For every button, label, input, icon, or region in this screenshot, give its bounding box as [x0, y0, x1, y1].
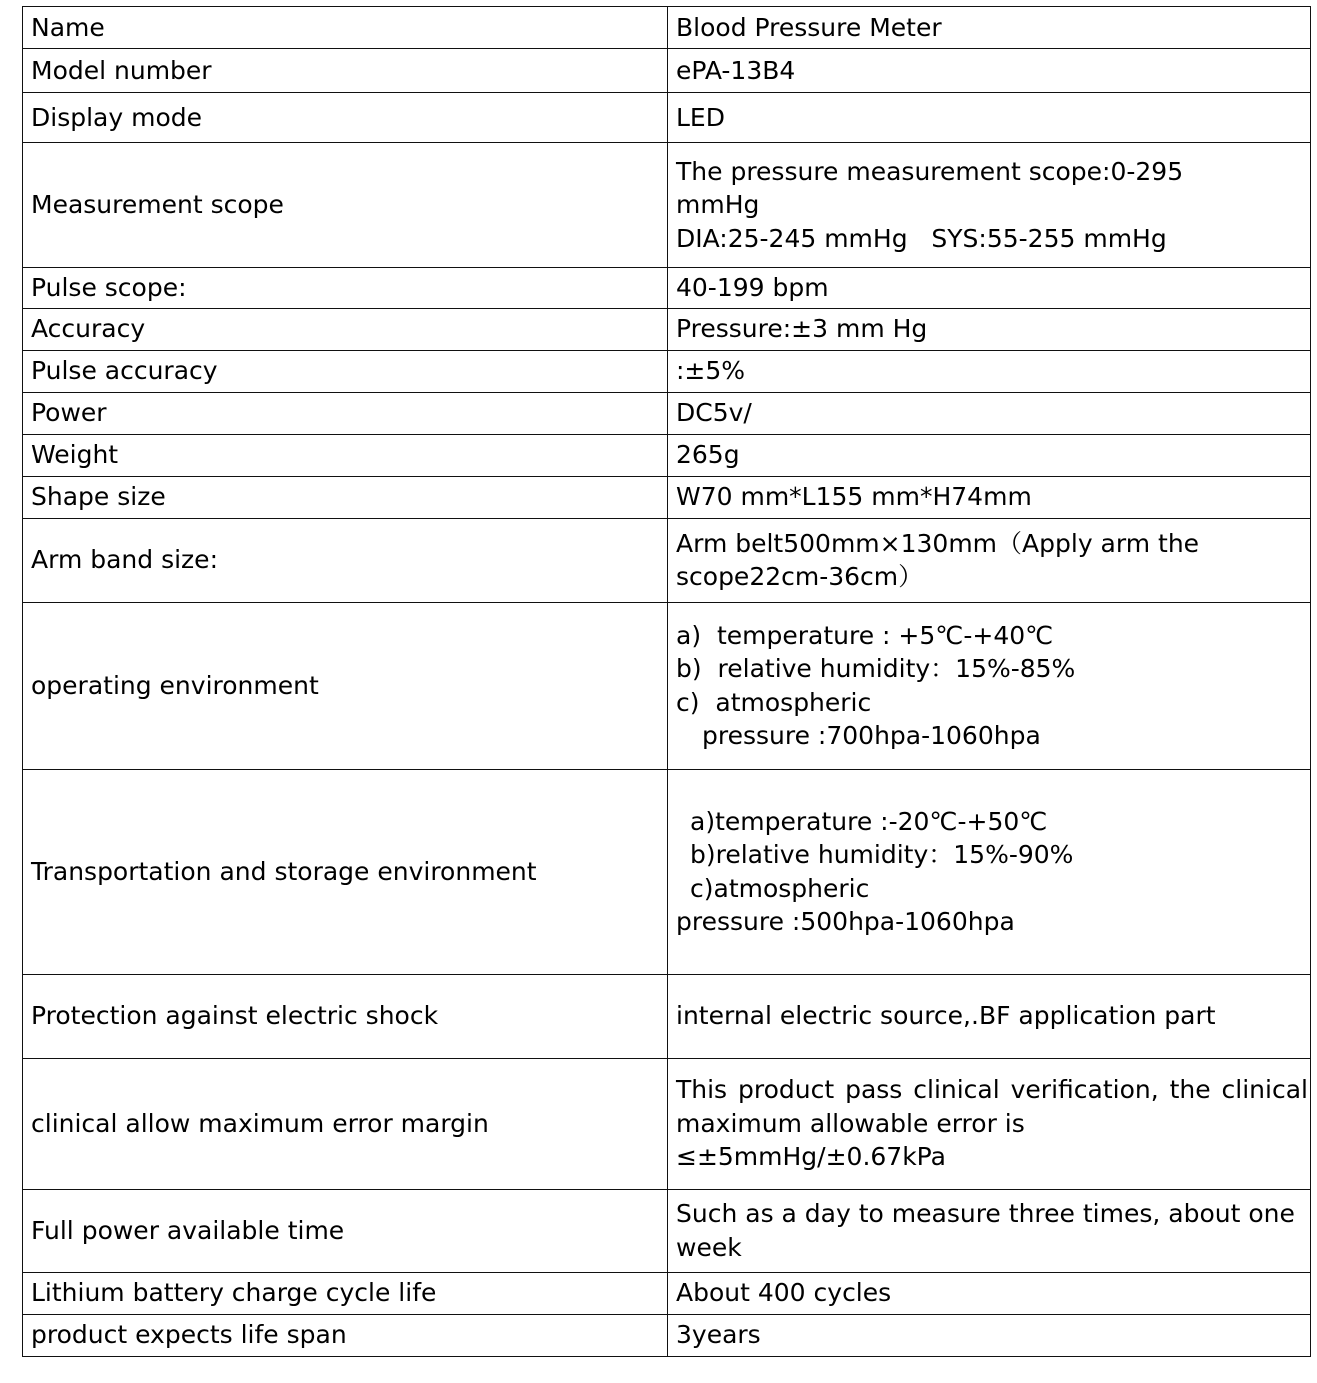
row-value-name: Blood Pressure Meter: [668, 7, 1311, 49]
row-value-display-mode: LED: [668, 93, 1311, 143]
row-value-pulse-accuracy: :±5%: [668, 350, 1311, 392]
row-value-pulse-scope: 40-199 bpm: [668, 268, 1311, 309]
table-row: [23, 1058, 1311, 1189]
row-label-power: Power: [23, 392, 668, 434]
table-row: [23, 7, 1311, 49]
row-label-product-life-span: product expects life span: [23, 1314, 668, 1356]
table-row: [23, 769, 1311, 974]
row-label-display-mode: Display mode: [23, 93, 668, 143]
table-row: [23, 1314, 1311, 1356]
specification-table-body: [23, 7, 1311, 1357]
row-label-measurement-scope: Measurement scope: [23, 143, 668, 268]
row-label-lithium-battery-cycle-life: Lithium battery charge cycle life: [23, 1272, 668, 1314]
row-value-power: DC5v/: [668, 392, 1311, 434]
row-value-clinical-error-margin: [668, 1058, 1311, 1189]
measurement-scope-line-3: DIA:25-245 mmHg SYS:55-255 mmHg: [676, 223, 1167, 253]
clinical-error-margin-text: This product pass clinical verification, the clinical maximum allowable error is: [676, 1075, 1308, 1138]
row-value-measurement-scope: [668, 143, 1311, 268]
row-value-transport-storage-environment: [668, 769, 1311, 974]
table-row: [23, 1272, 1311, 1314]
operating-environment-line-a: a) temperature : +5℃-+40℃: [676, 620, 1054, 650]
row-label-transport-storage-environment: Transportation and storage environment: [23, 769, 668, 974]
table-row: [23, 268, 1311, 309]
row-label-protection-electric-shock: Protection against electric shock: [23, 974, 668, 1058]
row-label-model-number: Model number: [23, 49, 668, 93]
table-row: [23, 392, 1311, 434]
operating-environment-line-c: c) atmospheric: [676, 687, 872, 717]
row-label-full-power-available-time: Full power available time: [23, 1189, 668, 1272]
table-row: [23, 93, 1311, 143]
row-value-operating-environment: [668, 602, 1311, 769]
transport-environment-line-a: a)temperature :-20℃-+50℃: [690, 806, 1048, 836]
table-row: [23, 308, 1311, 350]
transport-environment-line-pressure: pressure :500hpa-1060hpa: [676, 907, 1015, 936]
row-value-product-life-span: 3years: [668, 1314, 1311, 1356]
row-value-lithium-battery-cycle-life: About 400 cycles: [668, 1272, 1311, 1314]
transport-environment-line-c: c)atmospheric: [690, 873, 870, 903]
row-label-name: Name: [23, 7, 668, 49]
row-value-arm-band-size: [668, 518, 1311, 602]
table-row: [23, 350, 1311, 392]
row-label-operating-environment: operating environment: [23, 602, 668, 769]
row-label-pulse-scope: Pulse scope:: [23, 268, 668, 309]
measurement-scope-line-1: The pressure measurement scope:0-295: [676, 156, 1184, 186]
table-row: [23, 974, 1311, 1058]
table-row: [23, 602, 1311, 769]
row-label-clinical-error-margin: clinical allow maximum error margin: [23, 1058, 668, 1189]
operating-environment-line-b: b) relative humidity：15%-85%: [676, 654, 1076, 683]
row-value-weight: 265g: [668, 434, 1311, 476]
table-row: [23, 518, 1311, 602]
arm-band-line-2: scope22cm-36cm）: [676, 562, 924, 591]
row-value-shape-size: W70 mm*L155 mm*H74mm: [668, 476, 1311, 518]
row-label-shape-size: Shape size: [23, 476, 668, 518]
row-label-weight: Weight: [23, 434, 668, 476]
row-label-accuracy: Accuracy: [23, 308, 668, 350]
measurement-scope-line-2: mmHg: [676, 190, 760, 220]
row-label-arm-band-size: Arm band size:: [23, 518, 668, 602]
row-value-accuracy: Pressure:±3 mm Hg: [668, 308, 1311, 350]
specification-table: [22, 6, 1311, 1357]
transport-environment-line-b: b)relative humidity：15%-90%: [690, 840, 1074, 869]
operating-environment-line-pressure: pressure :700hpa-1060hpa: [702, 721, 1041, 750]
row-value-model-number: ePA-13B4: [668, 49, 1311, 93]
row-label-pulse-accuracy: Pulse accuracy: [23, 350, 668, 392]
row-value-protection-electric-shock: internal electric source,.BF application part: [668, 974, 1311, 1058]
table-row: [23, 1189, 1311, 1272]
table-row: [23, 434, 1311, 476]
row-value-full-power-available-time: Such as a day to measure three times, about one week: [668, 1189, 1311, 1272]
table-row: [23, 143, 1311, 268]
table-row: [23, 49, 1311, 93]
table-row: [23, 476, 1311, 518]
clinical-error-margin-tolerance: ≤±5mmHg/±0.67kPa: [676, 1142, 946, 1172]
arm-band-line-1: Arm belt500mm×130mm（Apply arm the: [676, 528, 1200, 558]
